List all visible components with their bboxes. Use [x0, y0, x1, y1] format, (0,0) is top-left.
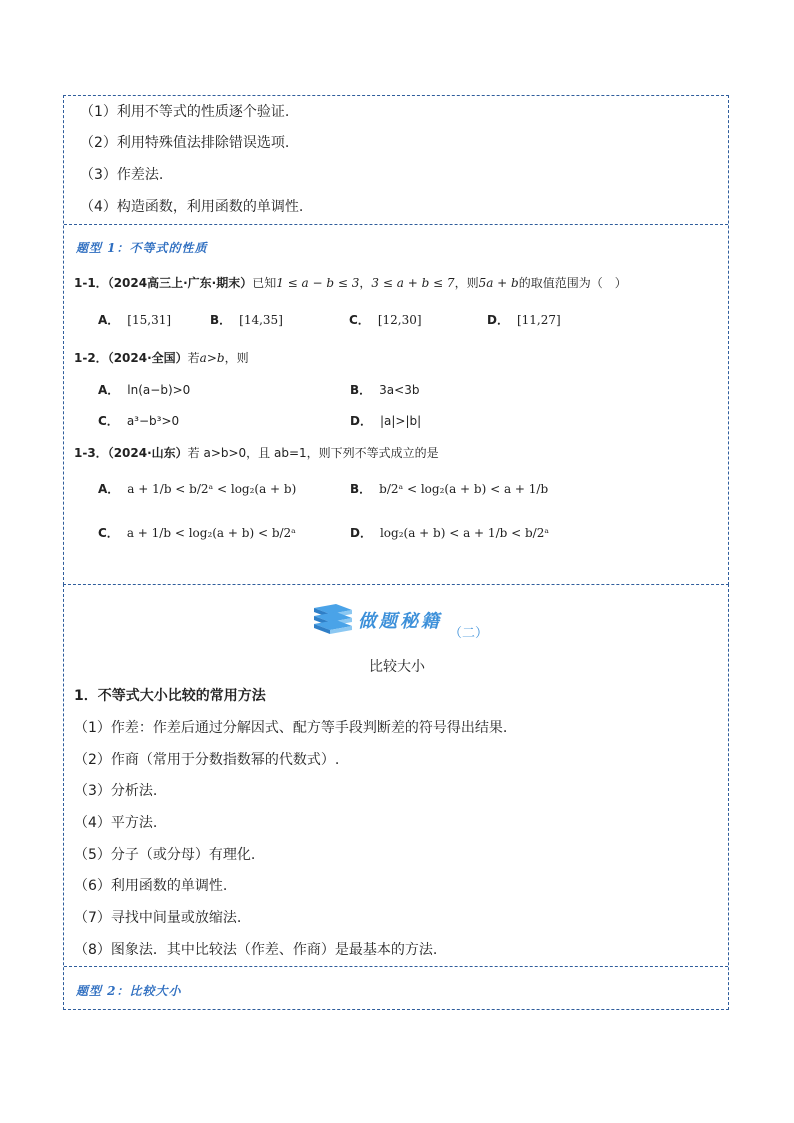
method-line-3: （3）分析法. — [74, 783, 158, 799]
math-cond-2: 3 ≤ a + b ≤ 7 — [371, 276, 455, 290]
type-tag-1: 题型 1：不等式的性质 — [76, 241, 208, 255]
option-c: C． a + 1/b < log₂(a + b) < b/2ᵃ — [98, 526, 296, 540]
section-title: 比较大小 — [369, 659, 425, 675]
math-expr: 5a + b — [478, 276, 519, 290]
method-line-7: （7）寻找中间量或放缩法. — [74, 910, 242, 926]
method-line-8: （8）图象法．其中比较法（作差、作商）是最基本的方法. — [74, 942, 438, 958]
option-a: A． a + 1/b < b/2ᵃ < log₂(a + b) — [98, 482, 297, 496]
lower-content-box — [63, 584, 729, 1010]
book-stack-icon — [312, 602, 354, 638]
divider — [64, 966, 728, 967]
method-line-5: （5）分子（或分母）有理化. — [74, 847, 256, 863]
option-a: A． [15,31] — [98, 313, 172, 327]
question-number: 1-3． — [74, 446, 108, 460]
banner-subtitle: （二） — [449, 626, 489, 641]
question-text: ， — [359, 276, 372, 290]
option-a: A． ln(a−b)>0 — [98, 383, 191, 397]
option-d: D． [11,27] — [487, 313, 561, 327]
option-c: C． [12,30] — [349, 313, 422, 327]
question-text: 的取值范围为（ ） — [518, 276, 627, 290]
option-b: B． 3a<3b — [350, 383, 420, 397]
option-b: B． b/2ᵃ < log₂(a + b) < a + 1/b — [350, 482, 549, 496]
option-d: D． log₂(a + b) < a + 1/b < b/2ᵃ — [350, 526, 549, 540]
question-text: 已知 — [252, 276, 277, 290]
question-text: ，则 — [224, 351, 249, 365]
divider — [64, 224, 728, 225]
option-d: D． |a|>|b| — [350, 414, 422, 428]
question-source: （2024·全国） — [107, 351, 188, 365]
option-b: B． [14,35] — [210, 313, 283, 327]
math-cond-1: 1 ≤ a − b ≤ 3 — [276, 276, 360, 290]
question-source: （2024高三上·广东·期末） — [107, 276, 253, 290]
banner-title: 做题秘籍 — [358, 611, 442, 632]
method-line-1: （1）作差：作差后通过分解因式、配方等手段判断差的符号得出结果. — [74, 720, 508, 736]
question-number: 1-2． — [74, 351, 108, 365]
question-text: 若 — [187, 351, 200, 365]
method-line-6: （6）利用函数的单调性. — [74, 878, 228, 894]
question-1-3 — [74, 444, 439, 462]
question-1-1 — [74, 274, 627, 292]
question-text: ，则 — [454, 276, 479, 290]
math-cond: a>b — [199, 351, 225, 365]
intro-line-3: （3）作差法. — [80, 167, 164, 183]
option-c: C． a³−b³>0 — [98, 414, 180, 428]
method-line-4: （4）平方法. — [74, 815, 158, 831]
tips-banner — [310, 598, 490, 646]
intro-line-2: （2）利用特殊值法排除错误选项. — [80, 135, 290, 151]
question-1-2 — [74, 349, 249, 367]
question-source: （2024·山东） — [107, 446, 188, 460]
upper-content-box — [63, 95, 729, 585]
section-heading: 1．不等式大小比较的常用方法 — [74, 688, 266, 704]
type-tag-2: 题型 2：比较大小 — [76, 984, 182, 998]
intro-line-4: （4）构造函数，利用函数的单调性. — [80, 199, 304, 215]
intro-line-1: （1）利用不等式的性质逐个验证. — [80, 104, 290, 120]
question-number: 1-1． — [74, 276, 108, 290]
method-line-2: （2）作商（常用于分数指数幂的代数式）. — [74, 752, 340, 768]
question-text: 若 a>b>0，且 ab=1，则下列不等式成立的是 — [187, 446, 439, 460]
